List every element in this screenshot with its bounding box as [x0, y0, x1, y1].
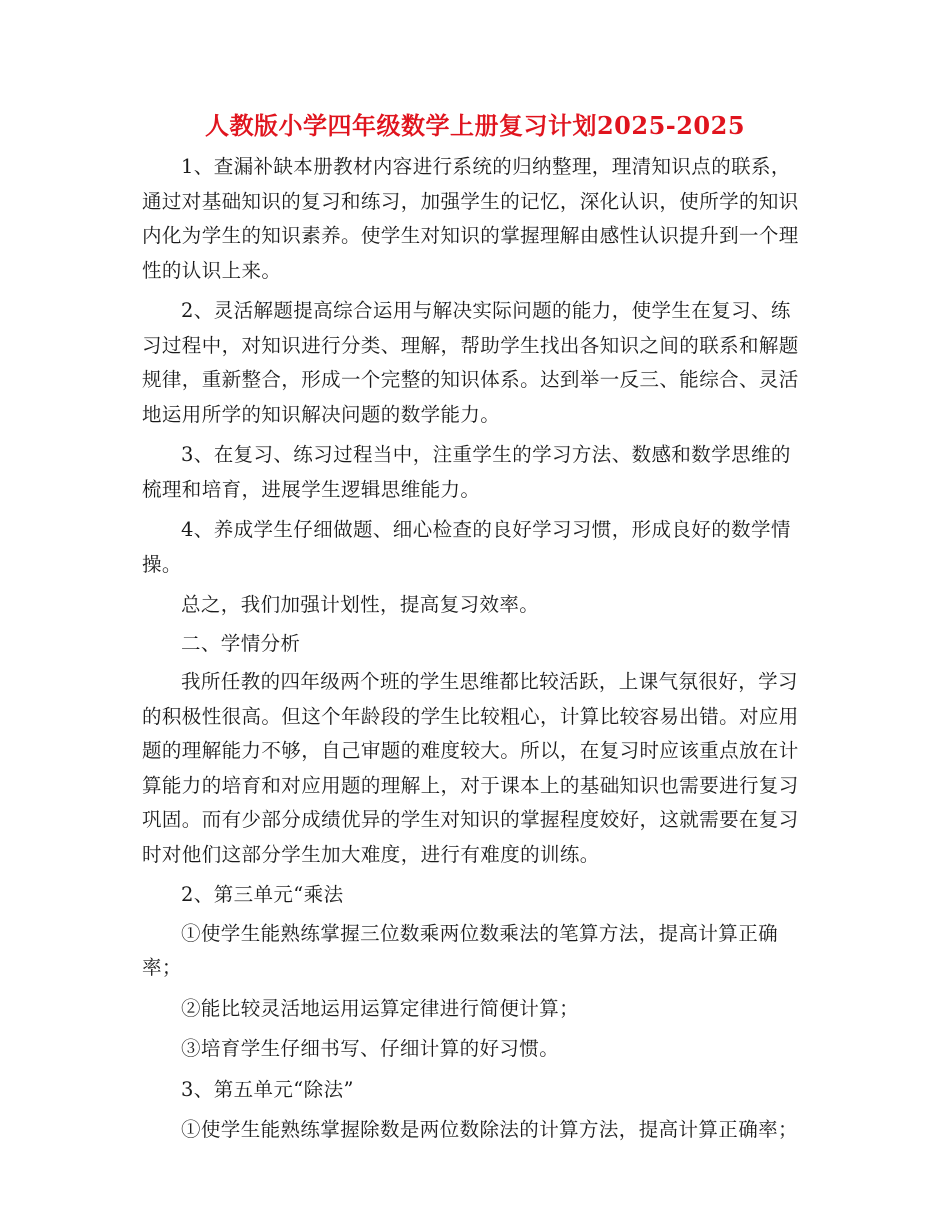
document-title: 人教版小学四年级数学上册复习计划2025-2025 [204, 111, 746, 140]
list-item-unit-3-1: ①使学生能熟练掌握三位数乘两位数乘法的笔算方法，提高计算正确率； [142, 921, 779, 979]
paragraph-goal-3: 3、在复习、练习过程当中，注重学生的学习方法、数感和数学思维的梳理和培育，进展学生逻辑思维能力。 [142, 443, 791, 501]
list-item-unit-3-2: ②能比较灵活地运用运算定律进行简便计算； [181, 996, 580, 1020]
section-heading-student-analysis: 二、学情分析 [181, 631, 301, 655]
paragraph-student-analysis: 我所任教的四年级两个班的学生思维都比较活跃，上课气氛很好，学习的积极性很高。但这个年龄段的学生比较粗心，计算比较容易出错。对应用题的理解能力不够，自己审题的难度较大。所以，在复习时应该重点放在计算能力的培育和对应用题的理解上，对于课本上的基础知识也需要进行复习巩固。而有少部分成绩优异的学生对知识的掌握程度姣好，这就需要在复习时对他们这部分学生加大难度，进行有难度的训练。 [142, 670, 799, 866]
list-item-unit-5-1: ①使学生能熟练掌握除数是两位数除法的计算方法，提高计算正确率； [181, 1118, 798, 1141]
paragraph-goal-4: 4、养成学生仔细做题、细心检查的良好学习习惯，形成良好的数学情操。 [142, 518, 791, 576]
section-heading-unit-5: 3、第五单元“除法” [181, 1077, 354, 1101]
paragraph-goal-2: 2、灵活解题提高综合运用与解决实际问题的能力，使学生在复习、练习过程中，对知识进行分类、理解，帮助学生找出各知识之间的联系和解题规律，重新整合，形成一个完整的知识体系。达到举一反三、能综合、灵活地运用所学的知识解决问题的数学能力。 [142, 299, 799, 426]
list-item-unit-3-3: ③培育学生仔细书写、仔细计算的好习惯。 [181, 1037, 560, 1060]
paragraph-summary: 总之，我们加强计划性，提高复习效率。 [181, 593, 540, 616]
section-heading-unit-3: 2、第三单元“乘法 [181, 883, 344, 906]
document-body [142, 150, 810, 1154]
paragraph-goal-1: 1、查漏补缺本册教材内容进行系统的归纳整理，理清知识点的联系，通过对基础知识的复习和练习，加强学生的记忆，深化认识，使所学的知识内化为学生的知识素养。使学生对知识的掌握理解由感性认识提升到一个理性的认识上来。 [142, 155, 799, 282]
